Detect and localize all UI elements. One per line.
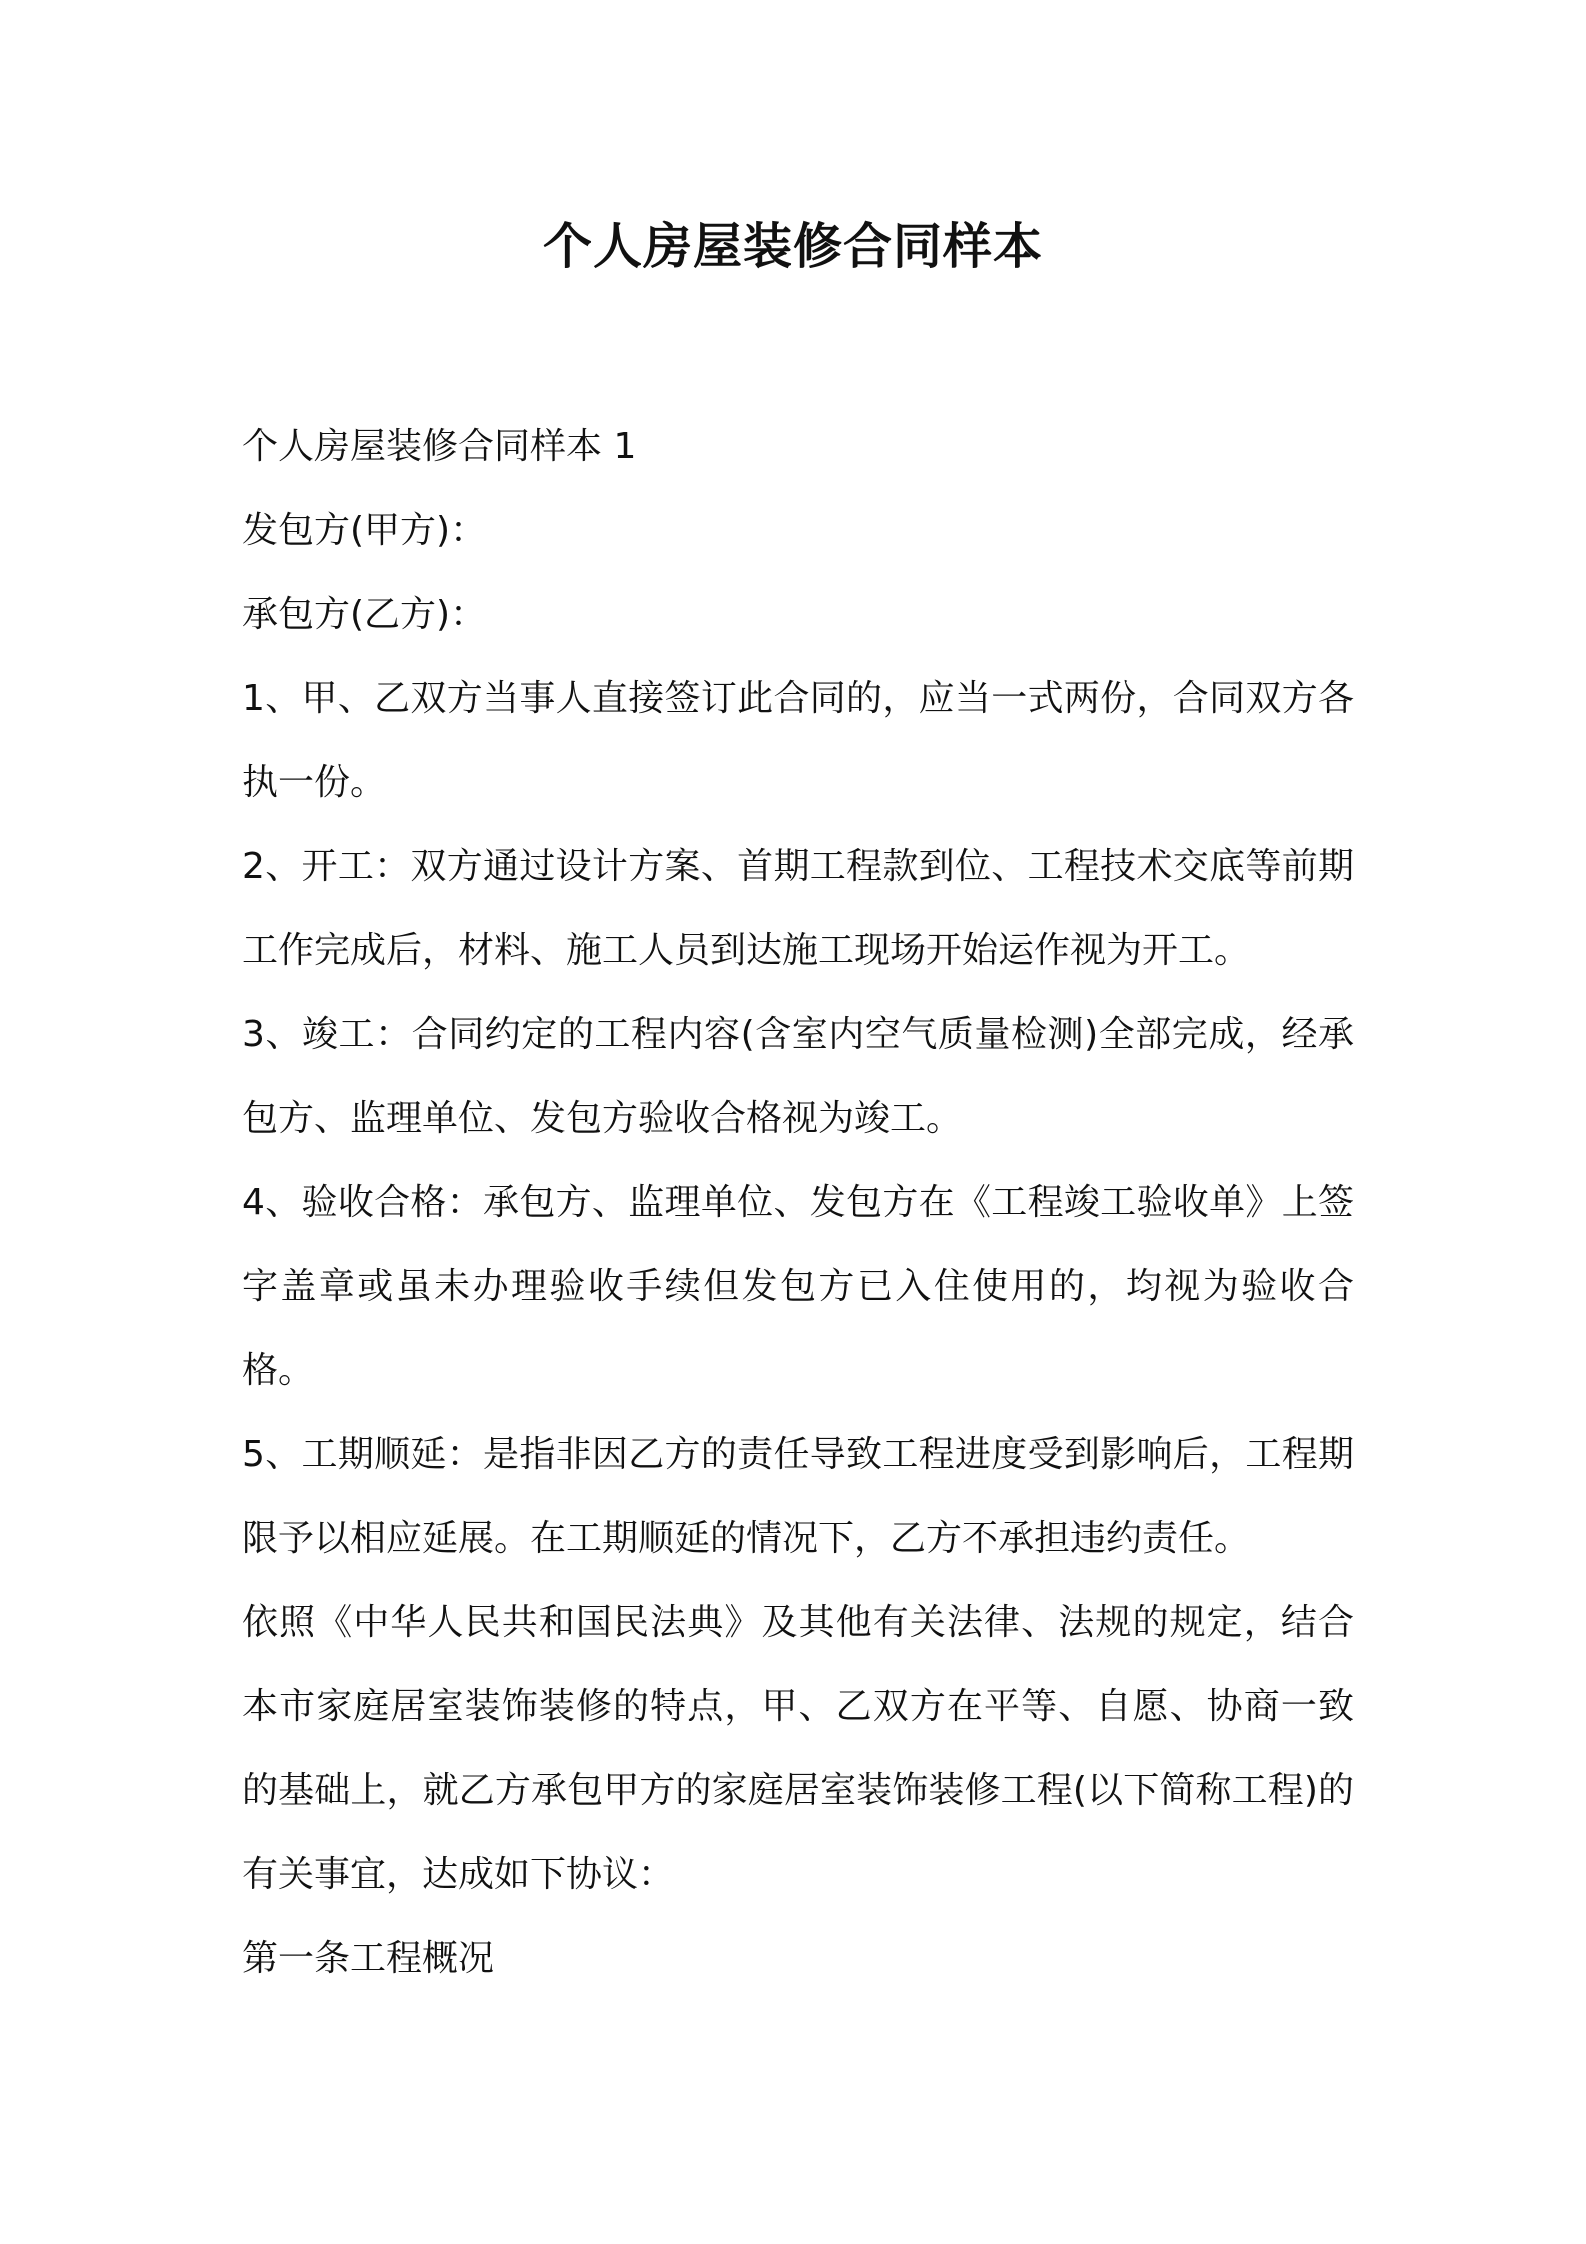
clause-5: 5、工期顺延：是指非因乙方的责任导致工程进度受到影响后，工程期限予以相应延展。在工期顺延的情况下，乙方不承担违约责任。 [242, 1434, 1354, 1559]
clause-2: 2、开工：双方通过设计方案、首期工程款到位、工程技术交底等前期工作完成后，材料、施工人员到达施工现场开始运作视为开工。 [242, 846, 1354, 971]
article-1-heading: 第一条工程概况 [242, 1938, 495, 1979]
document-body [242, 405, 1354, 2001]
party-b-line: 承包方(乙方)： [242, 594, 487, 635]
document-title: 个人房屋装修合同样本 [542, 218, 1043, 275]
preamble-paragraph: 依照《中华人民共和国民法典》及其他有关法律、法规的规定，结合本市家庭居室装饰装修的特点，甲、乙双方在平等、自愿、协商一致的基础上，就乙方承包甲方的家庭居室装饰装修工程(以下简称工程)的有关事宜，达成如下协议： [242, 1602, 1354, 1895]
section-heading: 个人房屋装修合同样本 1 [242, 426, 637, 467]
clause-3: 3、竣工：合同约定的工程内容(含室内空气质量检测)全部完成，经承包方、监理单位、发包方验收合格视为竣工。 [242, 1014, 1354, 1139]
clause-1: 1、甲、乙双方当事人直接签订此合同的，应当一式两份，合同双方各执一份。 [242, 678, 1354, 803]
clause-4: 4、验收合格：承包方、监理单位、发包方在《工程竣工验收单》上签字盖章或虽未办理验收手续但发包方已入住使用的，均视为验收合格。 [242, 1182, 1354, 1391]
party-a-line: 发包方(甲方)： [242, 510, 487, 551]
